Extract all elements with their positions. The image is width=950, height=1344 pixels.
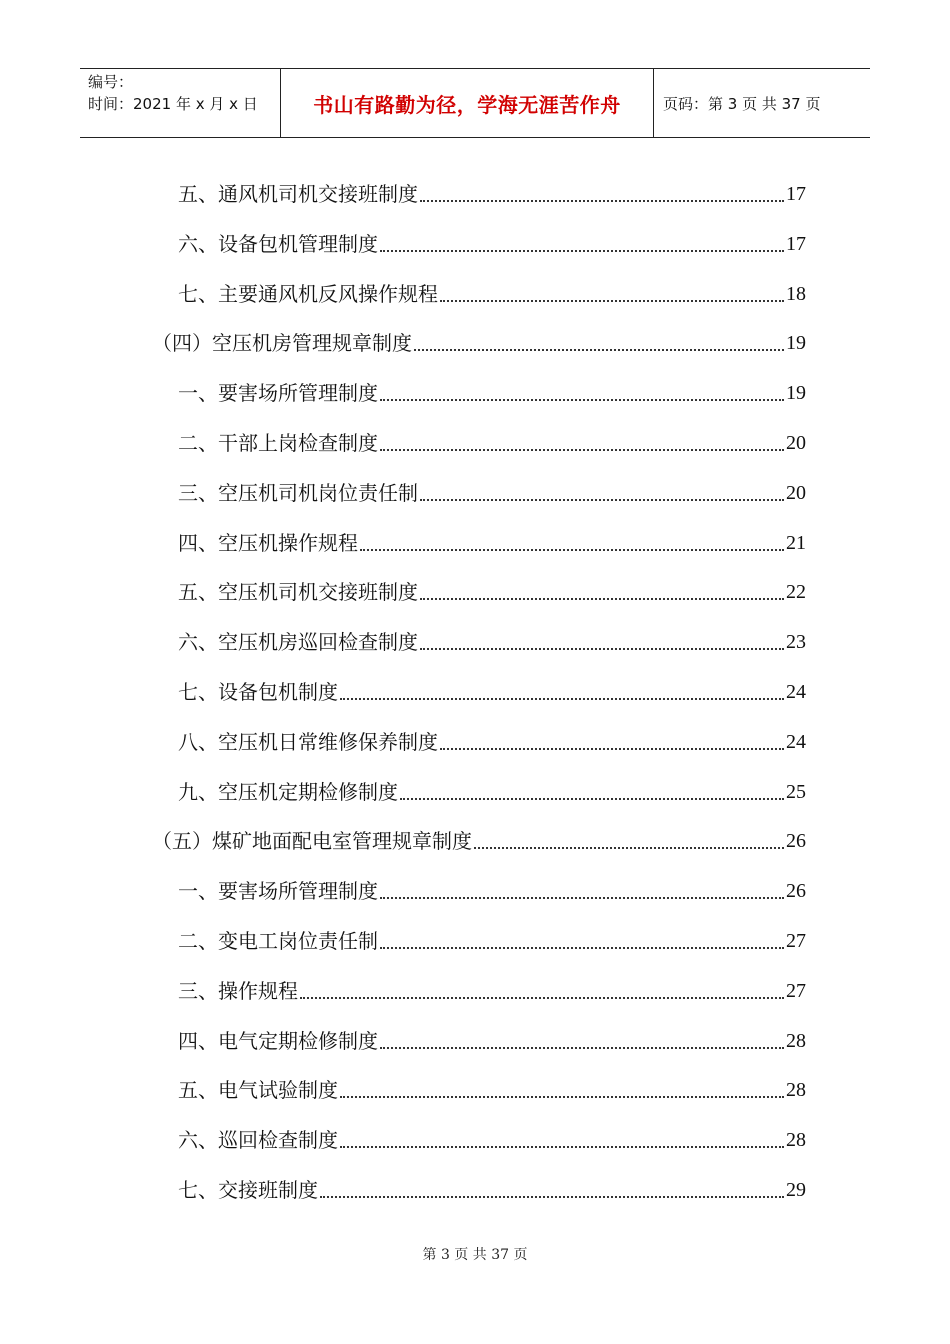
toc-entry[interactable]: [178, 268, 806, 308]
toc-entry-page: 22: [786, 581, 806, 603]
toc-entry-page: 24: [786, 731, 806, 753]
toc-dot-leader: [420, 199, 784, 202]
toc-dot-leader: [440, 299, 784, 302]
toc-entry-page: 21: [786, 532, 806, 554]
toc-entry-page: 29: [786, 1179, 806, 1201]
toc-entry[interactable]: [178, 1064, 806, 1104]
toc-dot-leader: [420, 498, 784, 501]
toc-entry-label: 三、操作规程: [178, 979, 298, 1003]
toc-entry-page: 28: [786, 1129, 806, 1151]
header-motto: 书山有路勤为径，学海无涯苦作舟: [281, 69, 654, 137]
toc-dot-leader: [320, 1195, 784, 1198]
toc-entry-label: 七、交接班制度: [178, 1178, 318, 1202]
toc-entry-page: 24: [786, 681, 806, 703]
toc-entry-label: 五、空压机司机交接班制度: [178, 580, 418, 604]
toc-entry-page: 23: [786, 631, 806, 653]
toc-entry[interactable]: [178, 566, 806, 606]
toc-entry-page: 17: [786, 233, 806, 255]
document-number: 编号：: [88, 73, 134, 91]
toc-entry-page: 19: [786, 382, 806, 404]
toc-entry-page: 28: [786, 1079, 806, 1101]
toc-dot-leader: [380, 1046, 784, 1049]
toc-dot-leader: [340, 1095, 784, 1098]
header-page-info: 页码：第 3 页 共 37 页: [663, 94, 821, 113]
toc-entry-label: 二、变电工岗位责任制: [178, 929, 378, 953]
toc-entry[interactable]: [178, 915, 806, 955]
toc-entry-label: 七、设备包机制度: [178, 680, 338, 704]
toc-entry-label: 三、空压机司机岗位责任制: [178, 481, 418, 505]
document-date: 时间：2021 年 x 月 x 日: [88, 95, 258, 113]
toc-entry[interactable]: [178, 965, 806, 1005]
toc-entry[interactable]: [152, 815, 806, 855]
toc-entry-label: 五、通风机司机交接班制度: [178, 182, 418, 206]
toc-entry-page: 26: [786, 830, 806, 852]
toc-dot-leader: [440, 747, 784, 750]
page-header: [80, 68, 870, 138]
toc-entry-label: 二、干部上岗检查制度: [178, 431, 378, 455]
toc-entry-page: 19: [786, 332, 806, 354]
toc-dot-leader: [360, 548, 784, 551]
toc-entry-page: 28: [786, 1030, 806, 1052]
toc-dot-leader: [380, 448, 784, 451]
toc-entry[interactable]: [178, 616, 806, 656]
toc-entry[interactable]: [178, 1114, 806, 1154]
toc-entry[interactable]: [178, 865, 806, 905]
toc-dot-leader: [420, 647, 784, 650]
toc-entry-label: 六、巡回检查制度: [178, 1128, 338, 1152]
toc-entry-label: （四）空压机房管理规章制度: [152, 331, 412, 355]
page-footer: 第 3 页 共 37 页: [422, 1247, 528, 1263]
toc-dot-leader: [420, 597, 784, 600]
toc-entry[interactable]: [178, 766, 806, 806]
toc-entry-page: 27: [786, 930, 806, 952]
toc-entry-label: 七、主要通风机反风操作规程: [178, 282, 438, 306]
toc-entry-page: 25: [786, 781, 806, 803]
toc-dot-leader: [380, 249, 784, 252]
toc-entry-label: 一、要害场所管理制度: [178, 381, 378, 405]
toc-entry[interactable]: [152, 317, 806, 357]
toc-entry-label: （五）煤矿地面配电室管理规章制度: [152, 829, 472, 853]
toc-entry[interactable]: [178, 666, 806, 706]
toc-entry[interactable]: [178, 168, 806, 208]
toc-entry-label: 五、电气试验制度: [178, 1078, 338, 1102]
toc-dot-leader: [300, 996, 784, 999]
toc-entry[interactable]: [178, 467, 806, 507]
toc-dot-leader: [400, 797, 784, 800]
toc-entry-label: 四、电气定期检修制度: [178, 1029, 378, 1053]
toc-entry-label: 八、空压机日常维修保养制度: [178, 730, 438, 754]
toc-dot-leader: [380, 946, 784, 949]
toc-entry-label: 四、空压机操作规程: [178, 531, 358, 555]
toc-entry-page: 27: [786, 980, 806, 1002]
toc-entry[interactable]: [178, 1164, 806, 1204]
toc-entry-page: 18: [786, 283, 806, 305]
toc-entry-label: 九、空压机定期检修制度: [178, 780, 398, 804]
toc-entry-page: 17: [786, 183, 806, 205]
toc-entry[interactable]: [178, 716, 806, 756]
toc-dot-leader: [380, 398, 784, 401]
toc-entry-page: 20: [786, 482, 806, 504]
toc-dot-leader: [380, 896, 784, 899]
toc-entry-label: 六、空压机房巡回检查制度: [178, 630, 418, 654]
toc-entry[interactable]: [178, 517, 806, 557]
toc-entry[interactable]: [178, 367, 806, 407]
toc-entry-label: 六、设备包机管理制度: [178, 232, 378, 256]
toc-entry-page: 26: [786, 880, 806, 902]
toc-entry-page: 20: [786, 432, 806, 454]
toc-dot-leader: [474, 846, 784, 849]
toc-dot-leader: [340, 1145, 784, 1148]
toc-entry[interactable]: [178, 218, 806, 258]
toc-entry-label: 一、要害场所管理制度: [178, 879, 378, 903]
toc-entry[interactable]: [178, 417, 806, 457]
toc-entry[interactable]: [178, 1015, 806, 1055]
toc-dot-leader: [414, 348, 784, 351]
toc-dot-leader: [340, 697, 784, 700]
header-meta: [80, 69, 281, 137]
